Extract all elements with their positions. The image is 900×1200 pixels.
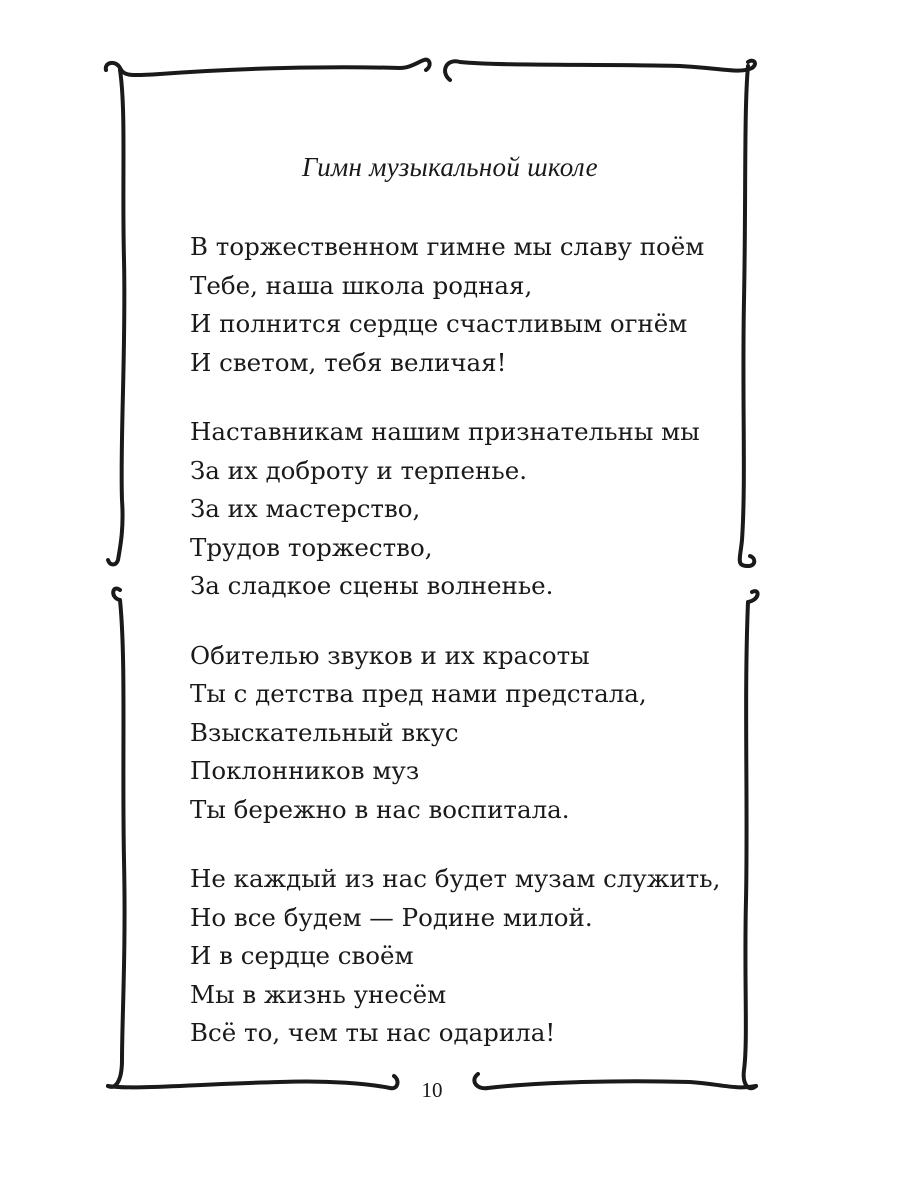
poem-line: Поклонников муз (190, 756, 420, 785)
poem-body (190, 228, 750, 1084)
poem-line: За сладкое сцены волненье. (190, 571, 554, 600)
poem-line: За их доброту и терпенье. (190, 455, 528, 485)
poem-line: Всё то, чем ты нас одарила! (190, 1018, 556, 1047)
poem-line: За их мастерство, (190, 494, 421, 523)
poem-line: Не каждый из нас будет музам служить, (190, 864, 721, 893)
poem-line: Но все будем — Родине милой. (190, 902, 593, 932)
poem-title: Гимн музыкальной школе (302, 152, 598, 182)
frame-top-left (106, 60, 430, 75)
stanza-1 (190, 228, 750, 382)
poem-line: Мы в жизнь унесём (190, 979, 447, 1009)
poem-line: В торжественном гимне мы славу поём (190, 232, 705, 261)
page-number: 10 (421, 1078, 443, 1102)
frame-left-lower (108, 589, 125, 1087)
poem-line: Наставникам нашим признательны мы (190, 417, 700, 446)
poem-line: Ты с детства пред нами предстала, (190, 679, 647, 708)
frame-top-right (445, 61, 755, 80)
poem-line: Обителью звуков и их красоты (190, 640, 590, 670)
frame-left-upper (108, 70, 124, 565)
poem-line: Ты бережно в нас воспитала. (190, 794, 570, 824)
poem-line: Взыскательный вкус (190, 717, 459, 747)
stanza-2 (190, 413, 750, 606)
stanza-3 (190, 637, 750, 830)
poem-line: Тебе, наша школа родная, (190, 270, 533, 300)
poem-line: Трудов торжество, (190, 532, 433, 562)
poem-line: И полнится сердце счастливым огнём (190, 309, 688, 338)
poem-line: И светом, тебя величая! (190, 347, 507, 377)
stanza-4 (190, 860, 750, 1053)
poem-line: И в сердце своём (190, 941, 414, 970)
